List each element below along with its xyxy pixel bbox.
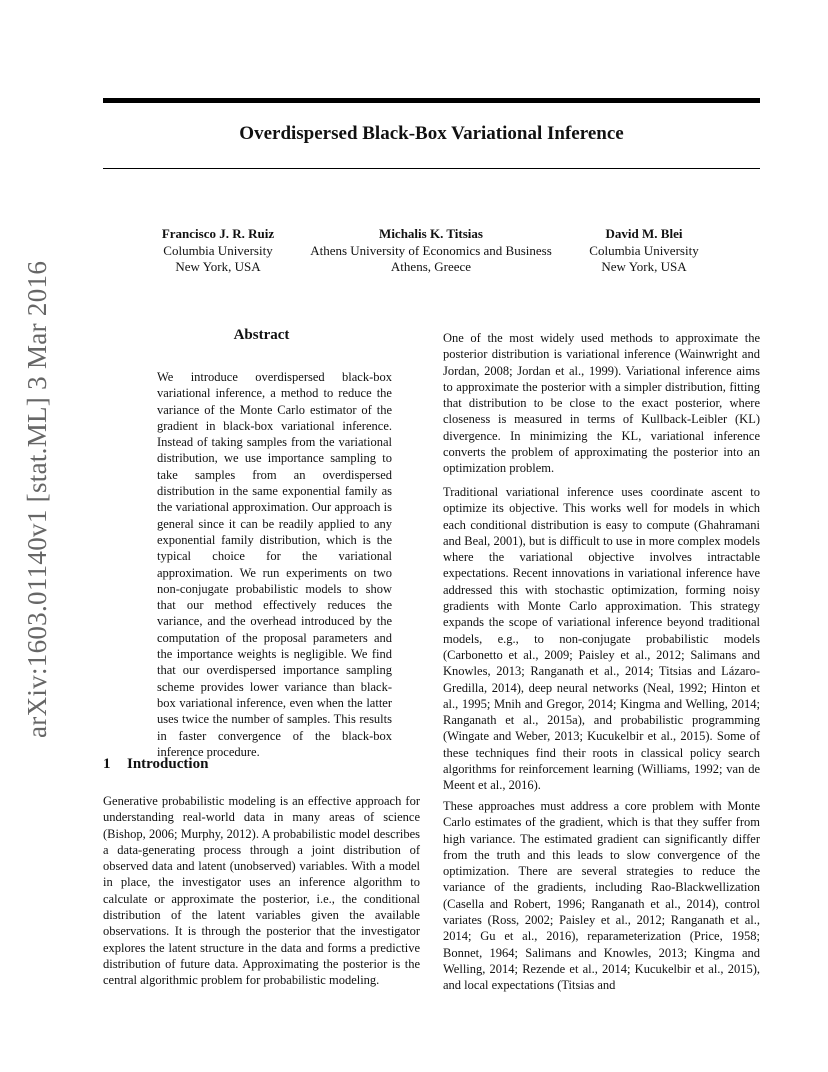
- author-affiliation: Columbia University: [589, 242, 699, 258]
- paper-title: Overdispersed Black-Box Variational Inference: [239, 123, 624, 144]
- author-name: Francisco J. R. Ruiz: [161, 226, 275, 241]
- author-affiliation: Columbia University: [163, 242, 273, 258]
- author-name: Michalis K. Titsias: [379, 226, 483, 241]
- abstract-text: We introduce overdispersed black-box variational inference, a method to reduce the variance of the Monte Carlo estimator of the gradient in black-box variational inference. Instead of taking samples from the variational distribution, we use importance sampling to take samples from an overdispersed distribution in the same exponential family as the variational approximation. Our approach is general since it can be readily applied to any exponential family distribution, which is the typical choice for the variational approximation. We run experiments on two non-conjugate probabilistic models to show that our method effectively reduces the variance, and the overhead introduced by the computation of the proposal parameters and the importance weights is negligible. We find that our overdispersed importance sampling scheme provides lower variance than black-box variational inference, even when the latter uses twice the number of samples. This results in faster convergence of the black-box inference procedure.: [157, 370, 392, 759]
- intro-paragraph-2: One of the most widely used methods to approximate the posterior distribution is variational inference (Wainwright and Jordan, 2008; Jordan et al., 1999). Variational inference aims to approximate the posterior with a simpler distribution, fitting that distribution to be close to the exact posterior, where closeness is measured in terms of Kullback-Leibler (KL) divergence. In minimizing the KL, variational inference converts the problem of approximating the posterior into an optimization problem.: [443, 331, 760, 476]
- author-location: New York, USA: [601, 259, 687, 274]
- abstract-heading: Abstract: [233, 327, 290, 343]
- author-block-2: [300, 226, 562, 276]
- author-location: New York, USA: [175, 259, 261, 274]
- section-number: 1: [103, 756, 111, 772]
- intro-paragraph-3: Traditional variational inference uses coordinate ascent to optimize its objective. This works well for models in which each conditional distribution is easy to compute (Ghahramani and Beal, 2001), but is difficult to use in more complex models where the variational objective involves intractable expectations. Recent innovations in variational inference have addressed this with stochastic optimization, forming noisy gradients with Monte Carlo approximation. This strategy expands the scope of variational inference beyond traditional models, e.g., to non-conjugate probabilistic models (Carbonetto et al., 2009; Paisley et al., 2012; Salimans and Knowles, 2013; Ranganath et al., 2014; Titsias and Lázaro-Gredilla, 2014), deep neural networks (Neal, 1992; Hinton et al., 1995; Mnih and Gregor, 2014; Kingma and Welling, 2014; Ranganath et al., 2015a), and probabilistic programming (Wingate and Weber, 2013; Kucukelbir et al., 2015). Some of these techniques find their roots in classical policy search algorithms for reinforcement learning (Williams, 1992; van de Meent et al., 2016).: [443, 485, 760, 793]
- intro-paragraph-4: These approaches must address a core problem with Monte Carlo estimates of the gradient, which is that they suffer from high variance. The estimated gradient can significantly differ from the truth and this leads to slow convergence of the optimization. There are several strategies to reduce the variance of the gradients, including Rao-Blackwellization (Casella and Robert, 1996; Ranganath et al., 2014), control variates (Ross, 2002; Paisley et al., 2012; Ranganath et al., 2014; Gu et al., 2016), reparameterization (Price, 1958; Bonnet, 1964; Salimans and Knowles, 2013; Kingma and Welling, 2014; Rezende et al., 2014; Kucukelbir et al., 2015), and local expectations (Titsias and: [443, 799, 760, 993]
- author-name: David M. Blei: [605, 226, 683, 241]
- intro-paragraph-1: Generative probabilistic modeling is an effective approach for understanding real-world data in many areas of science (Bishop, 2006; Murphy, 2012). A probabilistic model describes a data-generating process through a joint distribution of observed data and latent (unobserved) variables. With a model in place, the investigator uses an inference algorithm to calculate or approximate the posterior, i.e., the conditional distribution of the latent variables given the available observations. It is through the posterior that the investigator explores the latent structure in the data and forms a predictive distribution of future data. Approximating the posterior is the central algorithmic problem for probabilistic modeling.: [103, 794, 420, 988]
- author-affiliation: Athens University of Economics and Business: [310, 242, 552, 258]
- section-title: Introduction: [127, 756, 209, 772]
- section-heading: [103, 756, 420, 773]
- author-block-1: [138, 226, 298, 276]
- arxiv-stamp: arXiv:1603.01140v1 [stat.ML] 3 Mar 2016: [22, 260, 52, 738]
- author-location: Athens, Greece: [390, 259, 472, 274]
- title-rule: [103, 168, 760, 169]
- top-rule: [103, 98, 760, 103]
- author-block-3: [570, 226, 718, 276]
